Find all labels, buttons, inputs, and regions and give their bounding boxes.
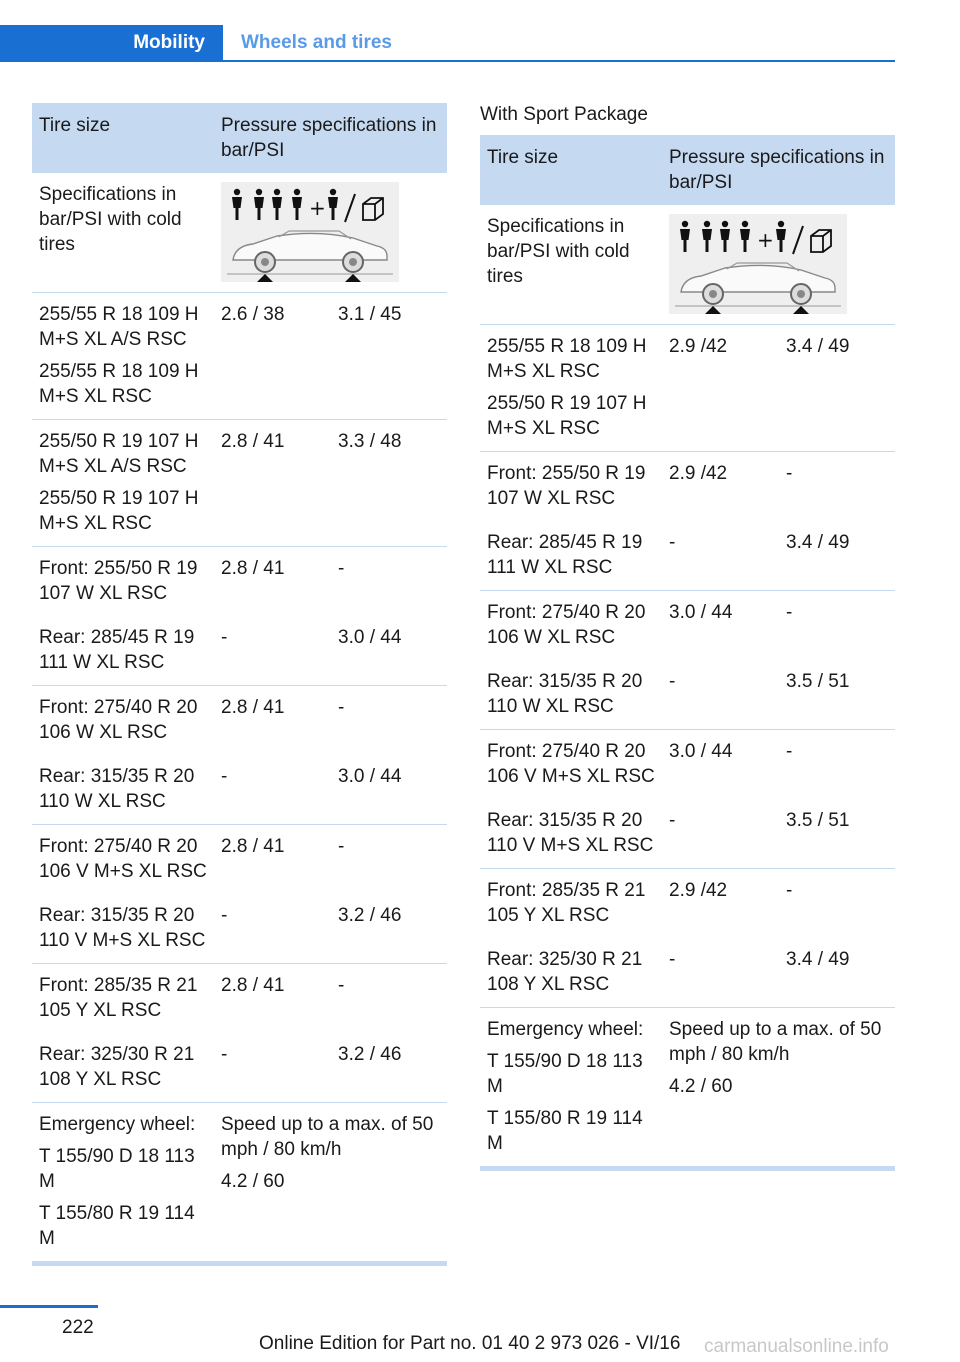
tire-size: Rear: 315/35 R 20 110 V M+S XL RSC: [39, 905, 206, 951]
tire-size: Rear: 325/30 R 21 108 Y XL RSC: [39, 1044, 195, 1090]
tire-size: 255/50 R 19 107 H M+S XL RSC: [487, 393, 647, 439]
spec-row: [32, 173, 447, 292]
pressure-normal-load: 2.9 /42: [669, 336, 728, 357]
header-tire-size: Tire size: [39, 115, 111, 136]
pressure-normal-load: 2.8 / 41: [221, 558, 285, 579]
pressure-normal-load: 2.9 /42: [669, 880, 728, 901]
table-row: [32, 964, 447, 1033]
emergency-label: Emergency wheel:: [39, 1114, 196, 1135]
emergency-info-cell: [214, 1112, 447, 1251]
pressure-full-load: 3.3 / 48: [338, 431, 402, 452]
table-header: [32, 103, 447, 173]
pressure-full-load: 3.2 / 46: [338, 1044, 402, 1065]
spec-illustration-cell: [214, 182, 447, 282]
tire-group: [480, 591, 895, 730]
edition-note: Online Edition for Part no. 01 40 2 973 026 - VI/16: [259, 1333, 681, 1354]
table-row: [32, 825, 447, 894]
tire-size-cell: [32, 1042, 214, 1092]
tire-size: 255/55 R 18 109 H M+S XL RSC: [39, 361, 199, 407]
emergency-row: [480, 1008, 895, 1166]
pressure-full-load: -: [786, 463, 793, 484]
pressure-full-load: 3.2 / 46: [338, 905, 402, 926]
emergency-group: [480, 1008, 895, 1171]
pressure-normal-load: 2.8 / 41: [221, 697, 285, 718]
tire-pressure-table-sport: [480, 135, 895, 1171]
pressure-full-load: 3.5 / 51: [786, 810, 850, 831]
tire-group: [480, 325, 895, 452]
spec-group: [32, 173, 447, 293]
pressure-normal-load: 2.6 / 38: [221, 304, 285, 325]
tire-size: Rear: 285/45 R 19 111 W XL RSC: [487, 532, 643, 578]
tire-size: Front: 285/35 R 21 105 Y XL RSC: [39, 975, 198, 1021]
table-row: [480, 591, 895, 660]
pressure-normal-load: -: [669, 949, 676, 970]
page-number: 222: [62, 1317, 94, 1338]
tire-group: [32, 686, 447, 825]
table-row: [32, 1033, 447, 1102]
tire-size-cell: [480, 947, 662, 997]
table-row: [480, 452, 895, 521]
pressure-full-load: 3.0 / 44: [338, 766, 402, 787]
tire-size: Front: 255/50 R 19 107 W XL RSC: [487, 463, 646, 509]
pressure-normal-load: -: [221, 1044, 228, 1065]
tire-size: Front: 275/40 R 20 106 W XL RSC: [487, 602, 646, 648]
tire-size-cell: [32, 695, 214, 745]
tire-group: [32, 547, 447, 686]
spec-label: Specifications in bar/PSI with cold tires: [487, 216, 630, 287]
tire-size-cell: [480, 739, 662, 789]
emergency-label: Emergency wheel:: [487, 1019, 644, 1040]
table-row: [32, 755, 447, 824]
tire-size: Rear: 315/35 R 20 110 W XL RSC: [487, 671, 643, 717]
tire-size-cell: [32, 764, 214, 814]
pressure-normal-load: -: [221, 627, 228, 648]
page-header: [0, 25, 895, 63]
spec-label: Specifications in bar/PSI with cold tires: [39, 184, 182, 255]
tire-size-cell: [480, 669, 662, 719]
svg-text:+: +: [309, 196, 326, 220]
emergency-speed-limit: Speed up to a max. of 50 mph / 80 km/h: [669, 1019, 882, 1065]
table-row: [480, 730, 895, 799]
pressure-full-load: -: [338, 558, 345, 579]
tire-size-cell: [480, 530, 662, 580]
pressure-full-load: -: [338, 975, 345, 996]
tire-group: [480, 730, 895, 869]
tire-size: Rear: 325/30 R 21 108 Y XL RSC: [487, 949, 643, 995]
section-tab: Mobility: [0, 25, 223, 61]
tire-size: Rear: 285/45 R 19 111 W XL RSC: [39, 627, 195, 673]
svg-text:+: +: [757, 228, 774, 252]
tire-group: [480, 869, 895, 1008]
pressure-full-load: -: [786, 741, 793, 762]
pressure-full-load: -: [338, 697, 345, 718]
tire-size-cell: [32, 302, 214, 409]
table-row: [480, 869, 895, 938]
emergency-pressure: 4.2 / 60: [669, 1076, 733, 1097]
table-row: [480, 938, 895, 1007]
emergency-info-cell: [662, 1017, 895, 1156]
spec-illustration-cell: [662, 214, 895, 314]
table-row: [480, 325, 895, 451]
emergency-size-cell: [32, 1112, 214, 1251]
pressure-full-load: -: [338, 836, 345, 857]
pressure-normal-load: -: [669, 810, 676, 831]
tire-group: [32, 293, 447, 420]
emergency-size-cell: [480, 1017, 662, 1156]
table-row: [480, 660, 895, 729]
tire-size: Front: 255/50 R 19 107 W XL RSC: [39, 558, 198, 604]
pressure-normal-load: -: [221, 905, 228, 926]
table-row: [32, 420, 447, 546]
pressure-full-load: 3.5 / 51: [786, 671, 850, 692]
car-load-illustration-icon: [669, 214, 847, 314]
tire-size: Front: 275/40 R 20 106 V M+S XL RSC: [39, 836, 207, 882]
tire-size: 255/50 R 19 107 H M+S XL A/S RSC: [39, 431, 199, 477]
emergency-row: [32, 1103, 447, 1261]
table-header: [480, 135, 895, 205]
pressure-full-load: 3.0 / 44: [338, 627, 402, 648]
pressure-normal-load: 2.8 / 41: [221, 975, 285, 996]
tire-size: Front: 285/35 R 21 105 Y XL RSC: [487, 880, 646, 926]
emergency-group: [32, 1103, 447, 1266]
pressure-full-load: -: [786, 602, 793, 623]
pressure-full-load: 3.4 / 49: [786, 949, 850, 970]
header-rule: [0, 60, 895, 62]
tire-group: [32, 964, 447, 1103]
tire-size-cell: [480, 461, 662, 511]
tire-size-cell: [480, 878, 662, 928]
table-row: [480, 521, 895, 590]
emergency-tire-size: T 155/80 R 19 114 M: [487, 1108, 643, 1154]
tire-size: Front: 275/40 R 20 106 W XL RSC: [39, 697, 198, 743]
tire-size-cell: [32, 834, 214, 884]
tire-group: [480, 452, 895, 591]
table-row: [32, 616, 447, 685]
pressure-normal-load: -: [669, 671, 676, 692]
tire-size: 255/55 R 18 109 H M+S XL RSC: [487, 336, 647, 382]
table-row: [32, 894, 447, 963]
tire-group: [32, 420, 447, 547]
spec-group: [480, 205, 895, 325]
emergency-tire-size: T 155/90 D 18 113 M: [39, 1146, 195, 1192]
pressure-normal-load: 2.8 / 41: [221, 431, 285, 452]
tire-size: Front: 275/40 R 20 106 V M+S XL RSC: [487, 741, 655, 787]
table-row: [32, 686, 447, 755]
header-pressure: Pressure specifications in bar/PSI: [669, 147, 885, 193]
tire-size: Rear: 315/35 R 20 110 V M+S XL RSC: [487, 810, 654, 856]
tire-pressure-table-standard: [32, 103, 447, 1266]
pressure-full-load: 3.4 / 49: [786, 532, 850, 553]
emergency-pressure: 4.2 / 60: [221, 1171, 285, 1192]
header-tire-size: Tire size: [487, 147, 559, 168]
emergency-speed-limit: Speed up to a max. of 50 mph / 80 km/h: [221, 1114, 434, 1160]
watermark: carmanualsonline.info: [704, 1336, 889, 1357]
car-load-illustration-icon: [221, 182, 399, 282]
pressure-full-load: -: [786, 880, 793, 901]
tire-size-cell: [32, 556, 214, 606]
spec-row: [480, 205, 895, 324]
table-row: [32, 293, 447, 419]
tire-size-cell: [32, 625, 214, 675]
tire-size-cell: [480, 808, 662, 858]
tire-size: 255/50 R 19 107 H M+S XL RSC: [39, 488, 199, 534]
pressure-normal-load: 3.0 / 44: [669, 741, 733, 762]
emergency-tire-size: T 155/80 R 19 114 M: [39, 1203, 195, 1249]
tire-size-cell: [32, 903, 214, 953]
sport-package-caption: With Sport Package: [480, 104, 648, 125]
tire-group: [32, 825, 447, 964]
pressure-normal-load: -: [221, 766, 228, 787]
footer-rule: [0, 1305, 98, 1308]
tire-size: 255/55 R 18 109 H M+S XL A/S RSC: [39, 304, 199, 350]
pressure-normal-load: 2.8 / 41: [221, 836, 285, 857]
pressure-full-load: 3.1 / 45: [338, 304, 402, 325]
tire-size-cell: [480, 334, 662, 441]
tire-size-cell: [32, 429, 214, 536]
emergency-tire-size: T 155/90 D 18 113 M: [487, 1051, 643, 1097]
pressure-normal-load: 2.9 /42: [669, 463, 728, 484]
pressure-normal-load: -: [669, 532, 676, 553]
tire-size-cell: [480, 600, 662, 650]
table-row: [480, 799, 895, 868]
header-pressure: Pressure specifications in bar/PSI: [221, 115, 437, 161]
tire-size: Rear: 315/35 R 20 110 W XL RSC: [39, 766, 195, 812]
tire-size-cell: [32, 973, 214, 1023]
chapter-tab: Wheels and tires: [241, 32, 392, 53]
table-row: [32, 547, 447, 616]
pressure-full-load: 3.4 / 49: [786, 336, 850, 357]
pressure-normal-load: 3.0 / 44: [669, 602, 733, 623]
